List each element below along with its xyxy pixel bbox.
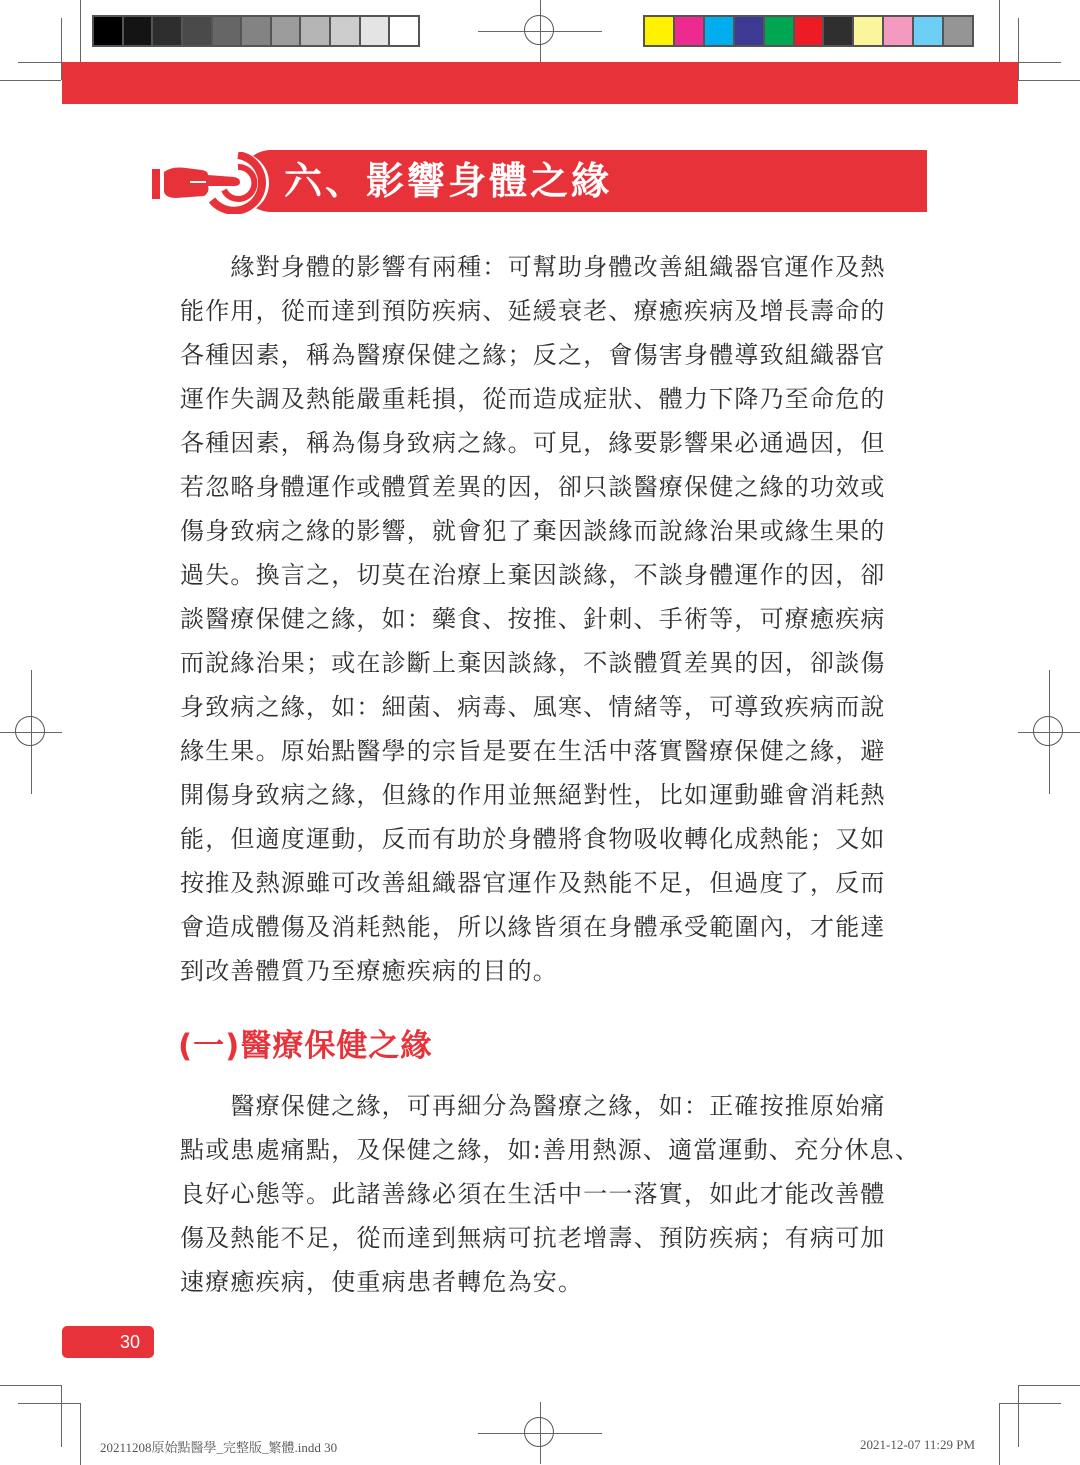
- text-line: 身致病之緣，如：細菌、病毒、風寒、情緒等，可導致疾病而說: [180, 693, 886, 721]
- color-swatch: [914, 17, 942, 45]
- crop-mark-tl-v: [80, 0, 81, 62]
- text-line: 傷及熱能不足，從而達到無病可抗老增壽、預防疾病；有病可加: [180, 1224, 886, 1252]
- color-swatch: [944, 17, 972, 45]
- text-line: 而說緣治果；或在診斷上棄因談緣，不談體質差異的因，卻談傷: [180, 649, 886, 677]
- gray-swatch: [242, 17, 270, 45]
- grayscale-color-bar: [92, 15, 420, 47]
- color-swatch: [824, 17, 852, 45]
- gray-swatch: [94, 17, 122, 45]
- text-line: 緣生果。原始點醫學的宗旨是要在生活中落實醫療保健之緣，避: [180, 737, 886, 765]
- crop-mark-br-v: [1018, 1385, 1019, 1447]
- crop-mark-br-h: [1018, 1385, 1080, 1386]
- text-line: 運作失調及熱能嚴重耗損，從而造成症狀、體力下降乃至命危的: [180, 385, 886, 413]
- gray-swatch: [361, 17, 389, 45]
- text-line: 傷身致病之緣的影響，就會犯了棄因談緣而說緣治果或緣生果的: [180, 517, 886, 545]
- text-line: 各種因素，稱為傷身致病之緣。可見，緣要影響果必通過因，但: [180, 429, 886, 457]
- color-swatch: [735, 17, 763, 45]
- text-line: 能，但適度運動，反而有助於身體將食物吸收轉化成熱能；又如: [180, 825, 886, 853]
- text-line: 談醫療保健之緣，如：藥食、按推、針刺、手術等，可療癒疾病: [180, 605, 886, 633]
- crop-mark-bl-h: [0, 1385, 61, 1386]
- gray-swatch: [213, 17, 241, 45]
- color-swatch: [795, 17, 823, 45]
- crop-mark-tr-h2: [1018, 80, 1080, 81]
- gray-swatch: [124, 17, 152, 45]
- crop-mark-bl-v2: [80, 1403, 81, 1465]
- color-swatch: [705, 17, 733, 45]
- gray-swatch: [153, 17, 181, 45]
- text-line: 過失。換言之，切莫在治療上棄因談緣，不談身體運作的因，卻: [180, 561, 886, 589]
- gray-swatch: [272, 17, 300, 45]
- text-line: 開傷身致病之緣，但緣的作用並無絕對性，比如運動雖會消耗熱: [180, 781, 886, 809]
- text-line: 會造成體傷及消耗熱能，所以緣皆須在身體承受範圍內，才能達: [180, 913, 886, 941]
- crop-mark-tl-h2: [0, 80, 61, 81]
- color-swatch: [854, 17, 882, 45]
- crop-mark-tr-v: [999, 0, 1000, 62]
- process-color-bar: [643, 15, 974, 47]
- color-swatch: [675, 17, 703, 45]
- color-swatch: [884, 17, 912, 45]
- gray-swatch: [331, 17, 359, 45]
- slug-filename: 20211208原始點醫學_完整版_繁體.indd 30: [100, 1440, 338, 1455]
- text-line: 若忽略身體運作或體質差異的因，卻只談醫療保健之緣的功效或: [180, 473, 886, 501]
- crop-mark-bl-v: [61, 1385, 62, 1447]
- pointing-hand-target-icon: [150, 152, 270, 214]
- gray-swatch: [301, 17, 329, 45]
- section-title: 六、影響身體之緣: [284, 159, 613, 203]
- crop-mark-br-h2: [999, 1403, 1061, 1404]
- body-paragraph-2: [180, 1084, 921, 1304]
- slug-timestamp: 2021-12-07 11:29 PM: [860, 1437, 976, 1452]
- crop-mark-tr-v2: [1018, 18, 1019, 80]
- text-line: 能作用，從而達到預防疾病、延緩衰老、療癒疾病及增長壽命的: [180, 297, 886, 325]
- header-band: [62, 62, 1018, 104]
- text-line: 各種因素，稱為醫療保健之緣；反之，會傷害身體導致組織器官: [180, 341, 886, 369]
- text-line: 緣對身體的影響有兩種：可幫助身體改善組織器官運作及熱: [180, 253, 886, 281]
- page-number-badge: 30: [62, 1326, 154, 1358]
- body-paragraph-1: [180, 245, 902, 993]
- text-line: 良好心態等。此諸善緣必須在生活中一一落實，如此才能改善體: [180, 1180, 886, 1208]
- color-swatch: [765, 17, 793, 45]
- text-line: 按推及熱源雖可改善組織器官運作及熱能不足，但過度了，反而: [180, 869, 886, 897]
- color-swatch: [645, 17, 673, 45]
- crop-mark-br-v2: [999, 1403, 1000, 1465]
- text-line: 到改善體質乃至療癒疾病的目的。: [180, 957, 558, 985]
- crop-mark-bl-h2: [18, 1403, 80, 1404]
- gray-swatch: [183, 17, 211, 45]
- text-line: 速療癒疾病，使重病患者轉危為安。: [180, 1268, 584, 1296]
- subsection-heading: (一)醫療保健之緣: [178, 1028, 433, 1064]
- text-line: 醫療保健之緣，可再細分為醫療之緣，如：正確按推原始痛: [180, 1092, 886, 1120]
- text-line: 點或患處痛點，及保健之緣，如:善用熱源、適當運動、充分休息、: [180, 1136, 921, 1164]
- gray-swatch: [390, 17, 418, 45]
